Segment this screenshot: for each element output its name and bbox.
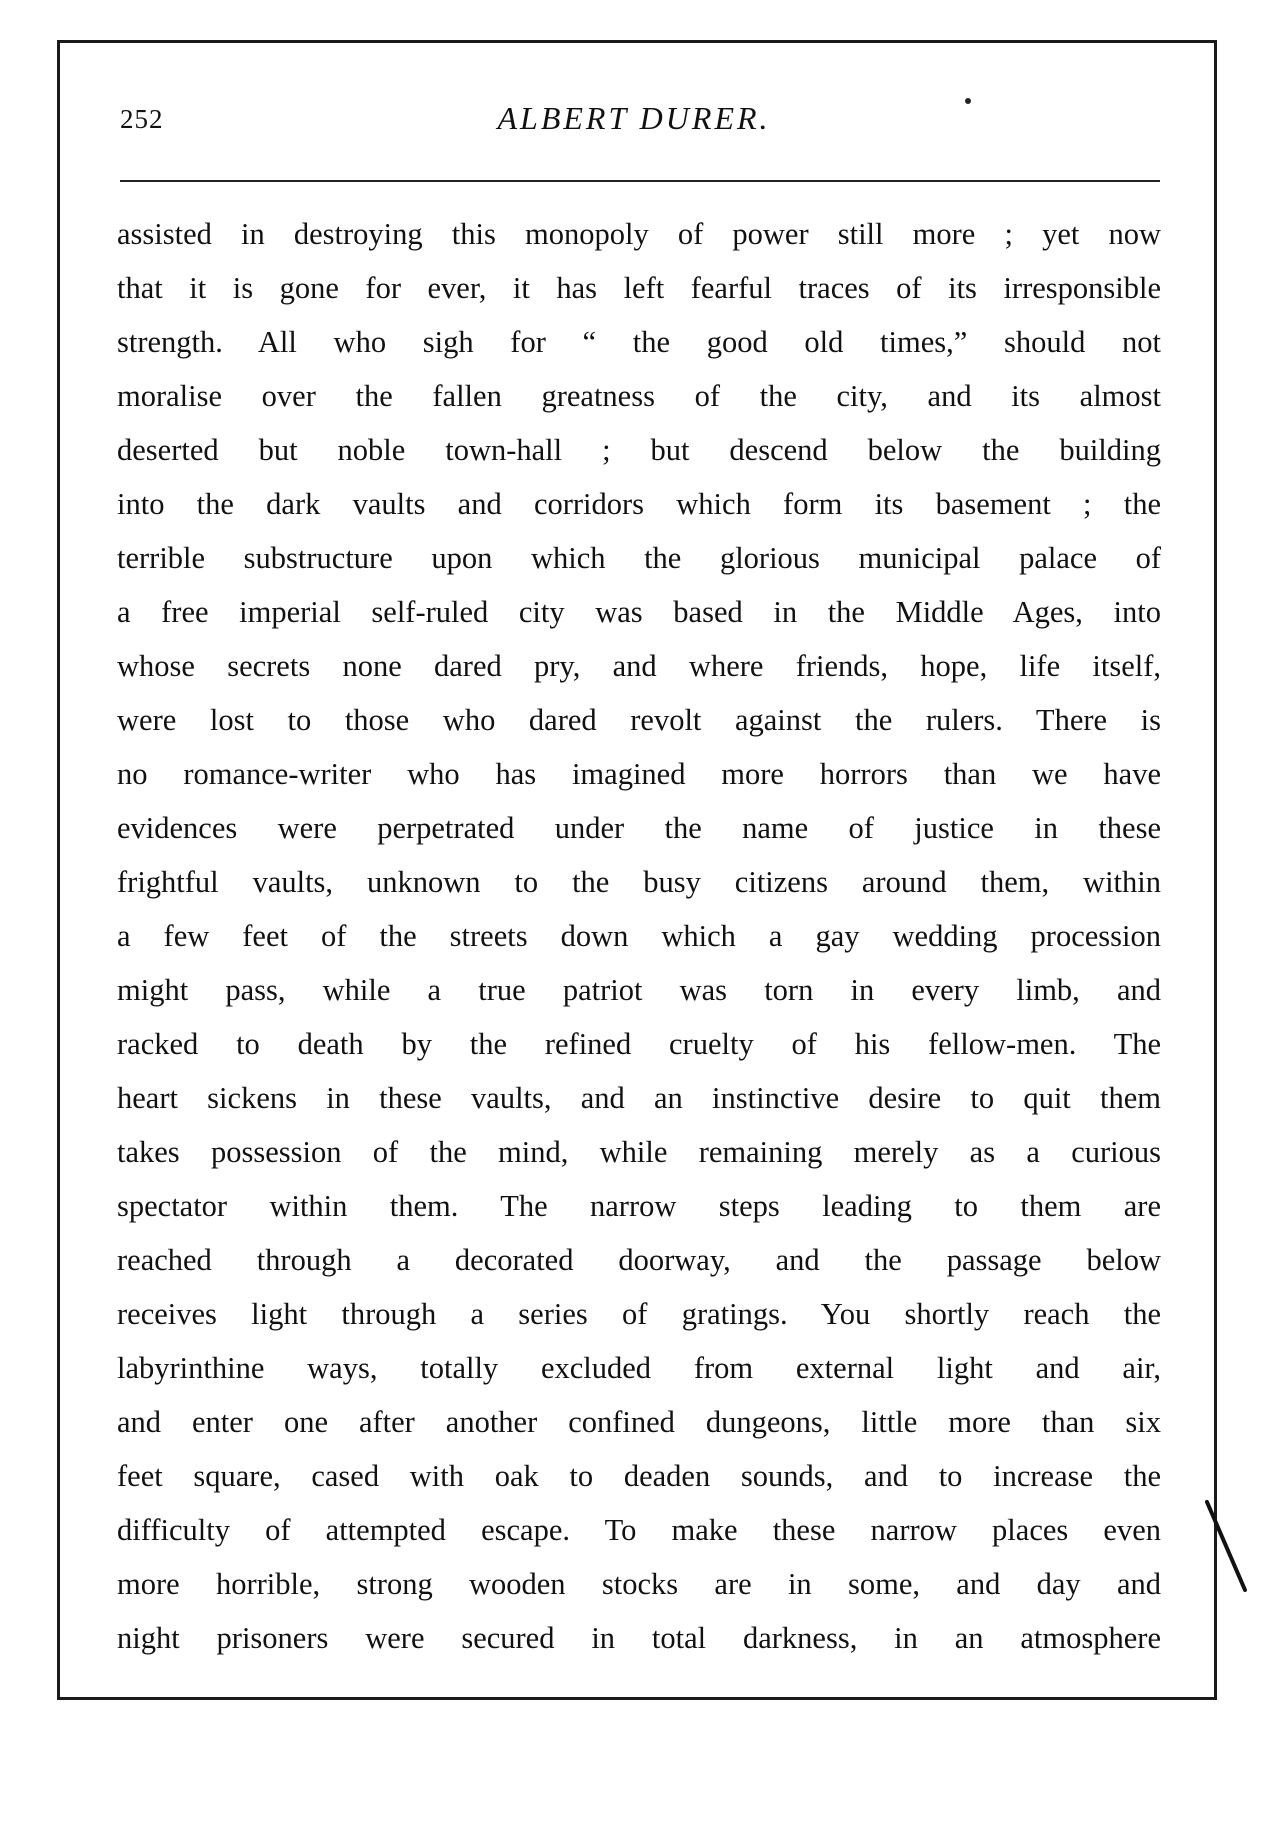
text-line: no romance-writer who has imagined more horrors than we have — [117, 757, 1161, 791]
header-rule — [120, 180, 1160, 182]
text-line: difficulty of attempted escape. To make these narrow places even — [117, 1513, 1161, 1547]
running-title: ALBERT DURER. — [497, 100, 771, 136]
text-line: night prisoners were secured in total darkness, in an atmosphere — [117, 1621, 1161, 1655]
text-line: frightful vaults, unknown to the busy citizens around them, within — [117, 865, 1161, 899]
text-line: a few feet of the streets down which a gay wedding procession — [117, 919, 1161, 953]
text-line: labyrinthine ways, totally excluded from external light and air, — [117, 1351, 1161, 1385]
text-line: reached through a decorated doorway, and the passage below — [117, 1243, 1161, 1277]
text-line: more horrible, strong wooden stocks are in some, and day and — [117, 1567, 1161, 1601]
text-line: assisted in destroying this monopoly of power still more ; yet now — [117, 217, 1161, 251]
ink-speck — [965, 98, 971, 104]
text-line: racked to death by the refined cruelty of his fellow-men. The — [117, 1027, 1161, 1061]
text-line: terrible substructure upon which the glorious municipal palace of — [117, 541, 1161, 575]
text-line: strength. All who sigh for “ the good old times,” should not — [117, 325, 1161, 359]
page-number: 252 — [120, 104, 164, 134]
text-line: spectator within them. The narrow steps leading to them are — [117, 1189, 1161, 1223]
text-line: receives light through a series of gratings. You shortly reach the — [117, 1297, 1161, 1331]
text-line: might pass, while a true patriot was torn in every limb, and — [117, 973, 1161, 1007]
text-line: and enter one after another confined dungeons, little more than six — [117, 1405, 1161, 1439]
text-line: heart sickens in these vaults, and an instinctive desire to quit them — [117, 1081, 1161, 1115]
text-line: that it is gone for ever, it has left fearful traces of its irresponsible — [117, 271, 1161, 305]
text-line: a free imperial self-ruled city was based in the Middle Ages, into — [117, 595, 1161, 629]
text-line: whose secrets none dared pry, and where friends, hope, life itself, — [117, 649, 1161, 683]
text-line: deserted but noble town-hall ; but descend below the building — [117, 433, 1161, 467]
margin-pen-mark — [1205, 1500, 1250, 1600]
text-line: were lost to those who dared revolt against the rulers. There is — [117, 703, 1161, 737]
text-line: evidences were perpetrated under the name of justice in these — [117, 811, 1161, 845]
text-line: takes possession of the mind, while remaining merely as a curious — [117, 1135, 1161, 1169]
text-line: feet square, cased with oak to deaden sounds, and to increase the — [117, 1459, 1161, 1493]
body-text — [117, 207, 1161, 1665]
text-line: moralise over the fallen greatness of the city, and its almost — [117, 379, 1161, 413]
text-line: into the dark vaults and corridors which form its basement ; the — [117, 487, 1161, 521]
